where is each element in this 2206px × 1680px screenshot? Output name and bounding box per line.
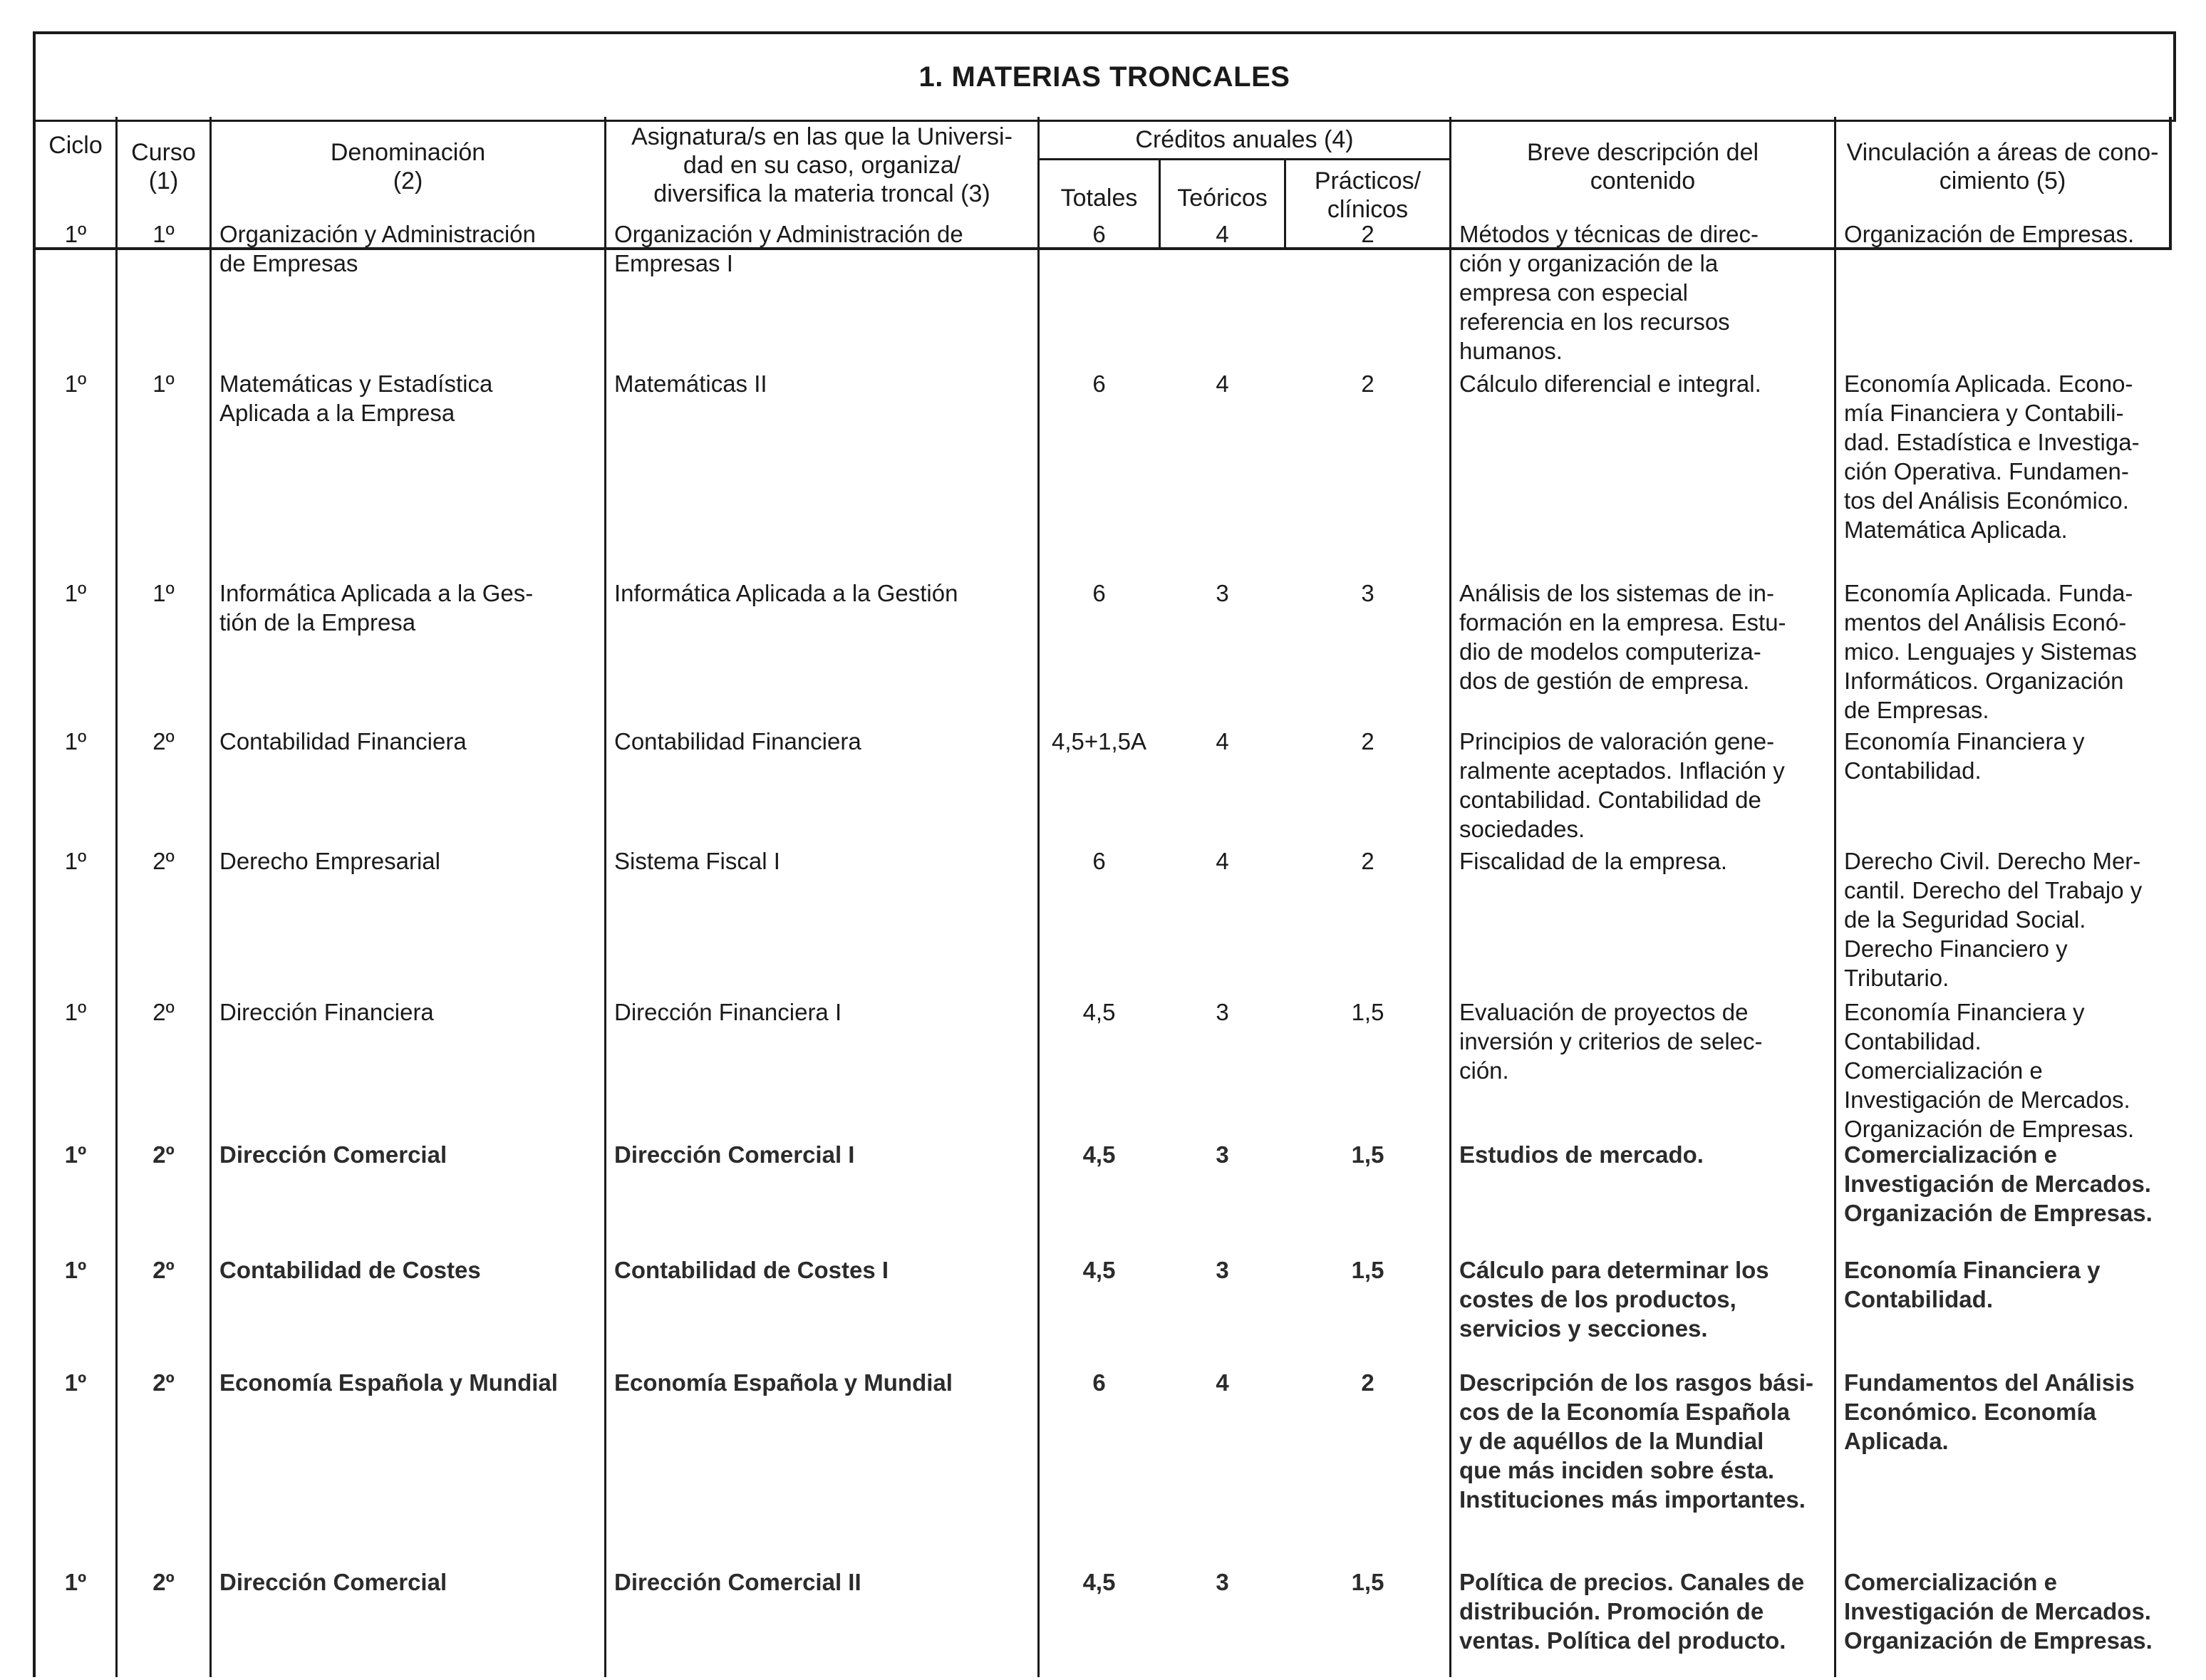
cell-totales: 4,5+1,5A <box>1051 728 1147 755</box>
cell-descripcion: Política de precios. Canales de distribución. Promoción de ventas. Política del producto. <box>1459 1569 1805 1654</box>
cell-curso: 2º <box>152 1569 175 1595</box>
cell-curso: 2º <box>152 1257 175 1283</box>
cell-practicos: 1,5 <box>1351 1257 1384 1283</box>
cell-practicos: 2 <box>1361 1369 1374 1396</box>
cell-asignatura: Contabilidad de Costes I <box>614 1257 889 1283</box>
column-rule <box>1037 117 1040 1677</box>
cell-curso: 1º <box>152 221 175 247</box>
cell-ciclo: 1º <box>64 1569 87 1595</box>
cell-totales: 4,5 <box>1082 1257 1116 1283</box>
cell-practicos: 2 <box>1361 848 1374 874</box>
header-descripcion: Breve descripción del contenido <box>1526 139 1759 195</box>
cell-teoricos: 3 <box>1216 1569 1229 1595</box>
cell-practicos: 1,5 <box>1351 1141 1384 1168</box>
header-teoricos: Teóricos <box>1177 185 1268 212</box>
cell-vinculacion: Economía Financiera y Contabilidad. Comercialización e Investigación de Mercados. Organización de Empresas. <box>1844 999 2135 1142</box>
cell-denominacion: Contabilidad de Costes <box>219 1257 481 1283</box>
cell-curso: 2º <box>152 728 175 755</box>
page-title: 1. MATERIAS TRONCALES <box>918 61 1290 93</box>
cell-descripcion: Fiscalidad de la empresa. <box>1459 848 1728 874</box>
cell-teoricos: 3 <box>1216 999 1229 1025</box>
cell-curso: 2º <box>152 1369 175 1396</box>
column-rule <box>1449 117 1451 1677</box>
cell-denominacion: Dirección Comercial <box>219 1141 447 1168</box>
cell-descripcion: Descripción de los rasgos bási- cos de la Economía Española y de aquéllos de la Mundial que más inciden sobre ésta. Instituciones más importantes. <box>1459 1369 1813 1513</box>
cell-ciclo: 1º <box>64 728 87 755</box>
header-creditos: Créditos anuales (4) <box>1135 126 1354 153</box>
cell-asignatura: Organización y Administración de Empresas I <box>614 221 963 276</box>
cell-descripcion: Cálculo para determinar los costes de los productos, servicios y secciones. <box>1459 1257 1769 1342</box>
cell-vinculacion: Economía Financiera y Contabilidad. <box>1844 1257 2101 1312</box>
column-rule <box>604 117 606 1677</box>
cell-descripcion: Estudios de mercado. <box>1459 1141 1704 1168</box>
cell-practicos: 1,5 <box>1351 1569 1384 1595</box>
header-curso: Curso (1) <box>131 139 196 195</box>
header-totales: Totales <box>1060 185 1138 212</box>
cell-denominacion: Contabilidad Financiera <box>219 728 467 755</box>
cell-descripcion: Evaluación de proyectos de inversión y criterios de selec- ción. <box>1459 999 1763 1084</box>
cell-ciclo: 1º <box>64 1257 87 1283</box>
cell-vinculacion: Organización de Empresas. <box>1844 221 2135 247</box>
table-frame <box>33 31 2173 1654</box>
cell-asignatura: Matemáticas II <box>614 370 767 397</box>
cell-denominacion: Organización y Administración de Empresas <box>219 221 536 276</box>
cell-teoricos: 3 <box>1216 580 1229 606</box>
cell-asignatura: Informática Aplicada a la Gestión <box>614 580 958 606</box>
header-subrule <box>1037 158 1451 160</box>
cell-asignatura: Dirección Financiera I <box>614 999 842 1025</box>
cell-teoricos: 4 <box>1216 1369 1229 1396</box>
cell-practicos: 2 <box>1361 221 1374 247</box>
cell-denominacion: Matemáticas y Estadística Aplicada a la Empresa <box>219 370 493 426</box>
cell-curso: 2º <box>152 1141 175 1168</box>
cell-totales: 4,5 <box>1082 1569 1116 1595</box>
header-denominacion: Denominación (2) <box>330 139 486 195</box>
cell-vinculacion: Fundamentos del Análisis Económico. Economía Aplicada. <box>1844 1369 2135 1454</box>
cell-vinculacion: Economía Aplicada. Econo- mía Financiera y Contabili- dad. Estadística e Investiga- ción Operativa. Fundamen- tos del Análisis Económico. Matemática Aplicada. <box>1844 370 2140 543</box>
cell-totales: 6 <box>1092 1369 1106 1396</box>
header-asignaturas: Asignatura/s en las que la Universi- dad en su caso, organiza/ diversifica la materia troncal (3) <box>631 123 1013 207</box>
cell-curso: 1º <box>152 370 175 397</box>
title-box <box>33 31 2176 122</box>
column-rule <box>33 117 36 1677</box>
header-practicos: Prácticos/ clínicos <box>1314 167 1422 223</box>
cell-ciclo: 1º <box>64 580 87 606</box>
cell-practicos: 2 <box>1361 370 1374 397</box>
cell-vinculacion: Comercialización e Investigación de Mercados. Organización de Empresas. <box>1844 1569 2153 1654</box>
cell-asignatura: Sistema Fiscal I <box>614 848 780 874</box>
cell-teoricos: 4 <box>1216 728 1229 755</box>
cell-vinculacion: Comercialización e Investigación de Mercados. Organización de Empresas. <box>1844 1141 2153 1226</box>
cell-asignatura: Dirección Comercial I <box>614 1141 855 1168</box>
cell-ciclo: 1º <box>64 221 87 247</box>
header-ciclo: Ciclo <box>48 132 103 159</box>
cell-asignatura: Contabilidad Financiera <box>614 728 861 755</box>
cell-totales: 6 <box>1092 370 1106 397</box>
cell-practicos: 2 <box>1361 728 1374 755</box>
cell-totales: 6 <box>1092 580 1106 606</box>
cell-totales: 6 <box>1092 221 1106 247</box>
cell-totales: 6 <box>1092 848 1106 874</box>
cell-ciclo: 1º <box>64 1369 87 1396</box>
column-rule <box>115 117 118 1677</box>
cell-descripcion: Análisis de los sistemas de in- formación en la empresa. Estu- dio de modelos computeriza- dos de gestión de empresa. <box>1459 580 1786 694</box>
cell-descripcion: Principios de valoración gene- ralmente aceptados. Inflación y contabilidad. Contabilidad de sociedades. <box>1459 728 1785 842</box>
cell-practicos: 1,5 <box>1351 999 1384 1025</box>
cell-asignatura: Dirección Comercial II <box>614 1569 861 1595</box>
cell-ciclo: 1º <box>64 848 87 874</box>
header-vinculacion: Vinculación a áreas de cono- cimiento (5) <box>1846 139 2159 195</box>
cell-vinculacion: Derecho Civil. Derecho Mer- cantil. Derecho del Trabajo y de la Seguridad Social. Derecho Financiero y Tributario. <box>1844 848 2143 991</box>
cell-vinculacion: Economía Financiera y Contabilidad. <box>1844 728 2085 784</box>
column-rule <box>209 117 212 1677</box>
cell-descripcion: Cálculo diferencial e integral. <box>1459 370 1761 397</box>
cell-totales: 4,5 <box>1082 1141 1116 1168</box>
cell-denominacion: Economía Española y Mundial <box>219 1369 558 1396</box>
cell-denominacion: Informática Aplicada a la Ges- tión de la Empresa <box>219 580 534 636</box>
column-rule <box>1834 117 1836 1677</box>
cell-denominacion: Derecho Empresarial <box>219 848 440 874</box>
cell-ciclo: 1º <box>64 999 87 1025</box>
cell-ciclo: 1º <box>64 370 87 397</box>
cell-teoricos: 3 <box>1216 1257 1229 1283</box>
cell-descripcion: Métodos y técnicas de direc- ción y organización de la empresa con especial referencia en los recursos humanos. <box>1459 221 1759 364</box>
cell-curso: 2º <box>152 848 175 874</box>
cell-ciclo: 1º <box>64 1141 87 1168</box>
cell-teoricos: 4 <box>1216 221 1229 247</box>
cell-denominacion: Dirección Financiera <box>219 999 434 1025</box>
cell-teoricos: 4 <box>1216 370 1229 397</box>
cell-totales: 4,5 <box>1082 999 1116 1025</box>
cell-denominacion: Dirección Comercial <box>219 1569 447 1595</box>
cell-curso: 1º <box>152 580 175 606</box>
cell-teoricos: 4 <box>1216 848 1229 874</box>
cell-teoricos: 3 <box>1216 1141 1229 1168</box>
cell-curso: 2º <box>152 999 175 1025</box>
cell-practicos: 3 <box>1361 580 1374 606</box>
cell-vinculacion: Economía Aplicada. Funda- mentos del Análisis Econó- mico. Lenguajes y Sistemas Informáticos. Organización de Empresas. <box>1844 580 2137 723</box>
cell-asignatura: Economía Española y Mundial <box>614 1369 953 1396</box>
